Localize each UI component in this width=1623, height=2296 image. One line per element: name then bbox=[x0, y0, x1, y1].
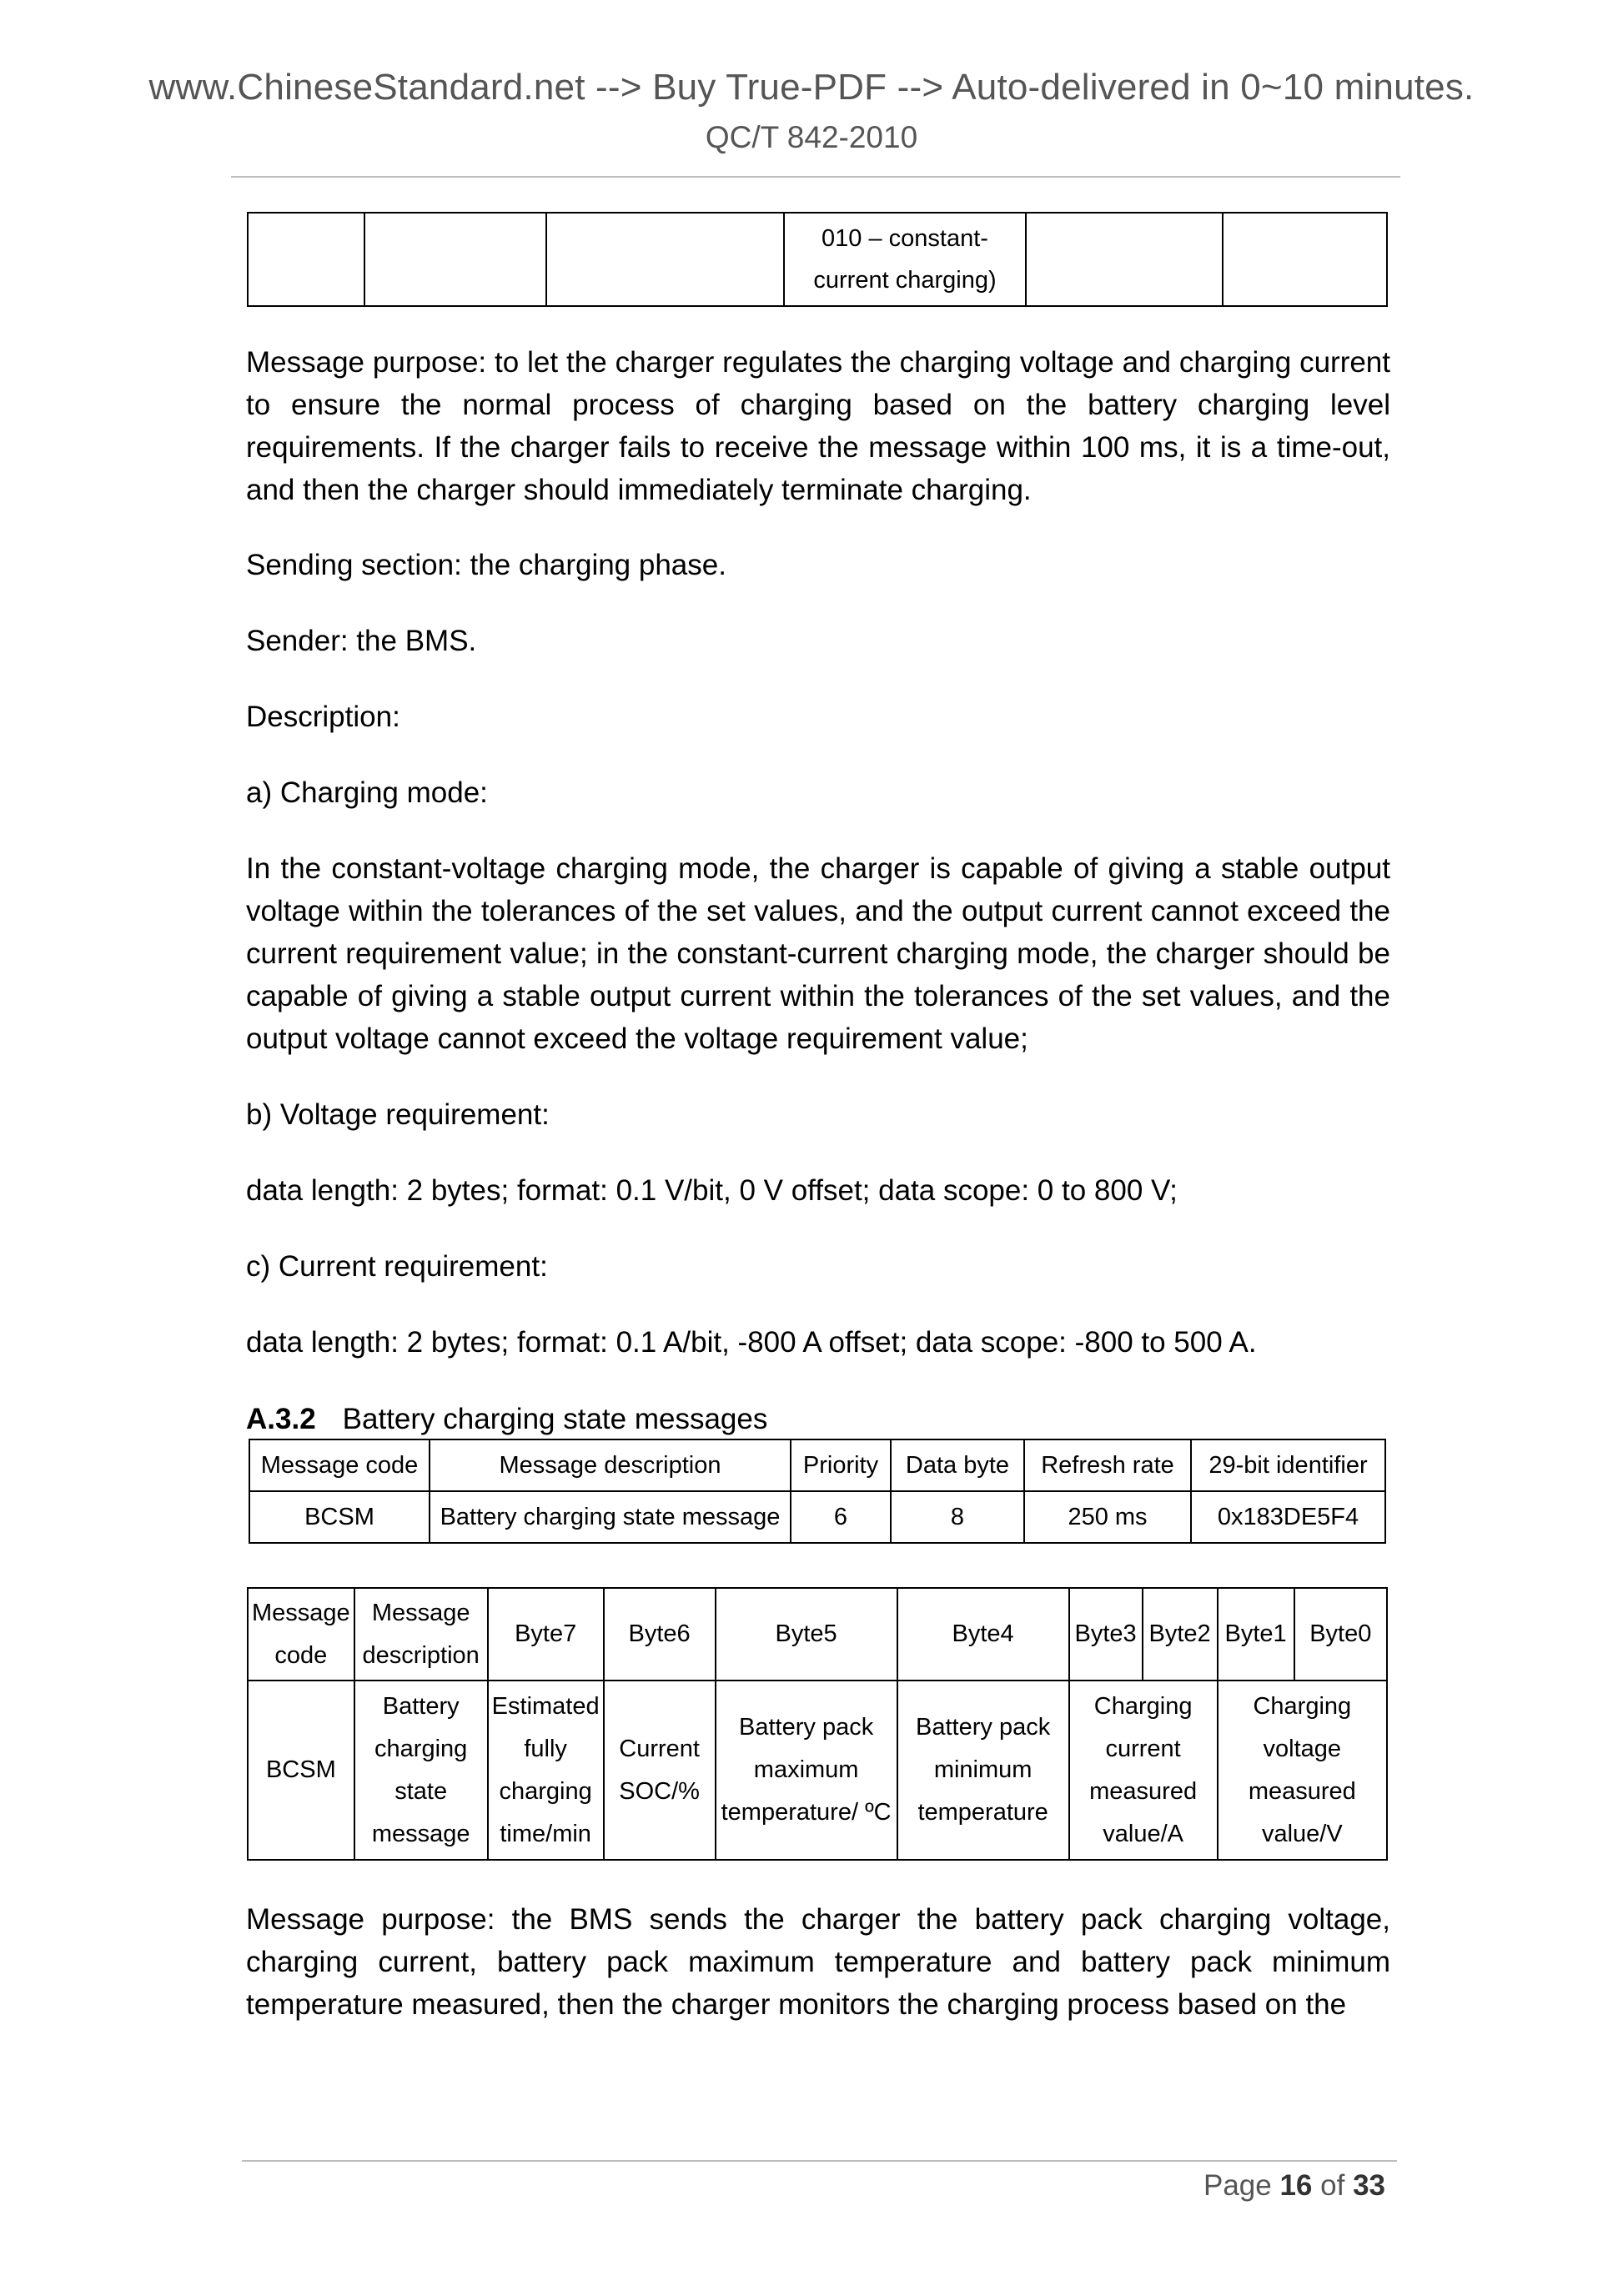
byte-layout-table bbox=[247, 1587, 1388, 1861]
section-title: Battery charging state messages bbox=[342, 1403, 768, 1435]
table-header-cell: Priority bbox=[791, 1439, 891, 1491]
table-cell bbox=[1223, 213, 1387, 306]
table-cell: Battery pack maximum temperature/ ºC bbox=[716, 1681, 897, 1860]
section-heading bbox=[246, 1398, 767, 1440]
table-cell bbox=[248, 213, 364, 306]
table-header-cell: Byte3 bbox=[1069, 1588, 1143, 1681]
table-cell: Estimated fully charging time/min bbox=[488, 1681, 604, 1860]
table-cell: Current SOC/% bbox=[604, 1681, 716, 1860]
footer-divider bbox=[242, 2160, 1397, 2162]
table-cell: Charging voltage measured value/V bbox=[1218, 1681, 1387, 1860]
table-header-cell: Byte0 bbox=[1294, 1588, 1387, 1681]
table-row bbox=[248, 213, 1387, 306]
description-label: Description: bbox=[246, 701, 400, 733]
carryover-cell-line: current charging) bbox=[813, 267, 997, 294]
closing-paragraph: Message purpose: the BMS sends the charger the battery pack charging voltage, charging current, battery pack maximum temperature and battery pack minimum temperature measured, then the charger monitors the charging process based on the bbox=[246, 1903, 1390, 2021]
table-header-row bbox=[249, 1439, 1385, 1491]
table-header-cell: Message code bbox=[248, 1588, 354, 1681]
table-cell: BCSM bbox=[248, 1681, 354, 1860]
item-c-paragraph: data length: 2 bytes; format: 0.1 A/bit, -800 A offset; data scope: -800 to 500 A. bbox=[246, 1326, 1257, 1359]
sender-paragraph: Sender: the BMS. bbox=[246, 625, 477, 657]
table-header-cell: Data byte bbox=[891, 1439, 1024, 1491]
footer-total-pages: 33 bbox=[1353, 2169, 1385, 2202]
table-cell: Battery charging state message bbox=[430, 1491, 791, 1543]
table-cell: 8 bbox=[891, 1491, 1024, 1543]
item-b-title: b) Voltage requirement: bbox=[246, 1098, 550, 1131]
table-cell: 0x183DE5F4 bbox=[1191, 1491, 1385, 1543]
table-header-row bbox=[248, 1588, 1387, 1681]
table-header-cell: Refresh rate bbox=[1024, 1439, 1191, 1491]
table-header-cell: Byte5 bbox=[716, 1588, 897, 1681]
table-cell bbox=[546, 213, 784, 306]
footer-page-number: 16 bbox=[1279, 2169, 1313, 2202]
table-cell: Charging current measured value/A bbox=[1069, 1681, 1218, 1860]
table-header-cell: Message code bbox=[249, 1439, 430, 1491]
header-standard-code: QC/T 842-2010 bbox=[705, 120, 918, 154]
table-cell: 250 ms bbox=[1024, 1491, 1191, 1543]
table-header-cell: Message description bbox=[430, 1439, 791, 1491]
table-row bbox=[249, 1491, 1385, 1543]
table-header-cell: Byte6 bbox=[604, 1588, 716, 1681]
item-b-paragraph: data length: 2 bytes; format: 0.1 V/bit, 0 V offset; data scope: 0 to 800 V; bbox=[246, 1174, 1178, 1207]
table-header-cell: Byte1 bbox=[1218, 1588, 1294, 1681]
table-cell bbox=[364, 213, 546, 306]
table-header-cell: Byte7 bbox=[488, 1588, 604, 1681]
table-row bbox=[248, 1681, 1387, 1860]
item-a-paragraph: In the constant-voltage charging mode, the charger is capable of giving a stable output voltage within the tolerances of the set values, and the output current cannot exceed the current requirement value; in the constant-current charging mode, the charger should be capable of giving a stable output current within the tolerances of the set values, and the output voltage cannot exceed the voltage requirement value; bbox=[246, 852, 1390, 1055]
table-header-cell: Byte4 bbox=[897, 1588, 1069, 1681]
table-cell: BCSM bbox=[249, 1491, 430, 1543]
section-number: A.3.2 bbox=[246, 1403, 316, 1435]
table-cell: 6 bbox=[791, 1491, 891, 1543]
table-header-cell: Message description bbox=[354, 1588, 488, 1681]
sending-section-paragraph: Sending section: the charging phase. bbox=[246, 549, 726, 581]
table-header-cell: 29-bit identifier bbox=[1191, 1439, 1385, 1491]
page-footer bbox=[1203, 2169, 1385, 2203]
table-cell: Battery charging state message bbox=[354, 1681, 488, 1860]
header-site-line: www.ChineseStandard.net --> Buy True-PDF --> Auto-delivered in 0~10 minutes. bbox=[148, 67, 1475, 108]
header-divider bbox=[231, 176, 1400, 178]
table-cell bbox=[1026, 213, 1223, 306]
footer-page-word: Page bbox=[1203, 2169, 1272, 2202]
table-cell: Battery pack minimum temperature bbox=[897, 1681, 1069, 1860]
item-a-title: a) Charging mode: bbox=[246, 776, 488, 809]
purpose-paragraph: Message purpose: to let the charger regulates the charging voltage and charging current to ensure the normal process of charging based on the battery charging level requirements. If the charger fails to receive the message within 100 ms, it is a time-out, and then the charger should immediately terminate charging. bbox=[246, 346, 1390, 506]
carryover-table bbox=[247, 212, 1388, 307]
table-header-cell: Byte2 bbox=[1143, 1588, 1218, 1681]
table-cell bbox=[784, 213, 1026, 306]
footer-of-word: of bbox=[1320, 2169, 1345, 2202]
item-c-title: c) Current requirement: bbox=[246, 1250, 548, 1283]
carryover-cell-line: 010 – constant- bbox=[822, 225, 988, 252]
message-summary-table bbox=[249, 1439, 1386, 1544]
